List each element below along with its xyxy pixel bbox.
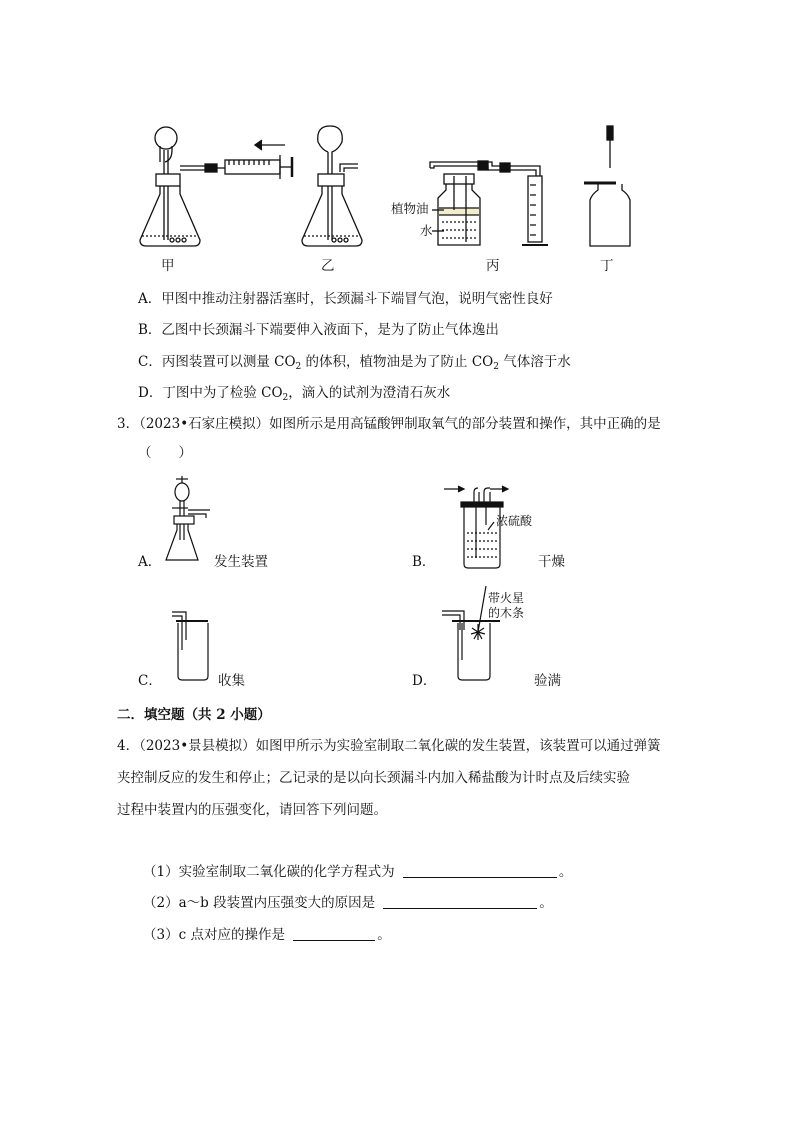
- q2-option-c-part1: C．丙图装置可以测量 CO: [138, 354, 296, 370]
- figure-label-yi: 乙: [321, 258, 335, 274]
- annotation-vegetable-oil: 植物油: [391, 201, 429, 216]
- q4-sub2: [143, 893, 553, 913]
- q4-sub1-end: 。: [558, 864, 573, 880]
- q3-option-c-caption: 收集: [218, 673, 245, 689]
- q3-option-d-letter: D．: [412, 673, 437, 689]
- q3-option-a-letter: A．: [138, 554, 162, 570]
- q3-option-d-caption: 验满: [534, 673, 561, 689]
- q4-sub2-end: 。: [539, 895, 553, 911]
- q3-answer-paren: （ ）: [138, 445, 192, 461]
- q2-option-a: A．甲图中推动注射器活塞时，长颈漏斗下端冒气泡，说明气密性良好: [138, 291, 553, 307]
- q3-c-collection-bottle-icon: [172, 612, 208, 680]
- q4-sub1-answer-blank[interactable]: [403, 863, 557, 878]
- q4-sub1: [143, 862, 572, 882]
- q3-option-b-letter: B．: [412, 554, 436, 570]
- q2-option-d-part1: D．丁图中为了检验 CO: [138, 385, 283, 401]
- section-heading-fill-in: 二．填空题（共 2 小题）: [117, 707, 271, 723]
- annotation-water: 水: [420, 223, 433, 238]
- q2-option-c-part3: 气体溶于水: [498, 354, 571, 370]
- figure-label-bing: 丙: [486, 258, 500, 274]
- q4-sub3: [143, 925, 391, 945]
- q3-option-b-annotation: 浓硫酸: [496, 514, 533, 528]
- q2-option-c-sub2: 2: [493, 362, 499, 372]
- figure-label-ding: 丁: [600, 258, 614, 274]
- q3-option-c-letter: C．: [138, 673, 162, 689]
- q2-option-d-sub: 2: [282, 393, 289, 403]
- q4-sub1-text: （1）实验室制取二氧化碳的化学方程式为: [143, 864, 395, 880]
- q4-stem-line1: 4．（2023•景县模拟）如图甲所示为实验室制取二氧化碳的发生装置，该装置可以通过弹簧: [117, 738, 661, 754]
- figure-label-jia: 甲: [161, 258, 175, 274]
- q2-option-c-sub1: 2: [295, 362, 302, 372]
- q4-sub2-text: （2）a～b 段装置内压强变大的原因是: [143, 895, 376, 911]
- q4-stem-line3: 过程中装置内的压强变化，请回答下列问题。: [117, 802, 387, 818]
- q4-sub3-answer-blank[interactable]: [293, 926, 375, 941]
- q4-sub2-answer-blank[interactable]: [383, 894, 537, 909]
- q3-a-apparatus-icon: [166, 476, 210, 560]
- q4-sub3-end: 。: [377, 927, 391, 943]
- q2-option-d-part2: ，滴入的试剂为澄清石灰水: [288, 385, 451, 401]
- q3-option-a-caption: 发生装置: [214, 554, 268, 570]
- q3-option-b-caption: 干燥: [538, 554, 565, 570]
- q3-option-d-annotation-line1: 带火星: [488, 591, 525, 605]
- q4-sub3-text: （3）c 点对应的操作是: [143, 927, 285, 943]
- q2-option-b: B．乙图中长颈漏斗下端要伸入液面下，是为了防止气体逸出: [138, 322, 499, 338]
- q4-stem-line2: 夹控制反应的发生和停止；乙记录的是以向长颈漏斗内加入稀盐酸为计时点及后续实验: [117, 770, 630, 786]
- q2-option-c-part2: 的体积，植物油是为了防止 CO: [301, 354, 494, 370]
- q3-stem: 3．（2023•石家庄模拟）如图所示是用高锰酸钾制取氧气的部分装置和操作，其中正确的是: [117, 416, 661, 432]
- q3-option-d-annotation-line2: 的木条: [488, 606, 525, 620]
